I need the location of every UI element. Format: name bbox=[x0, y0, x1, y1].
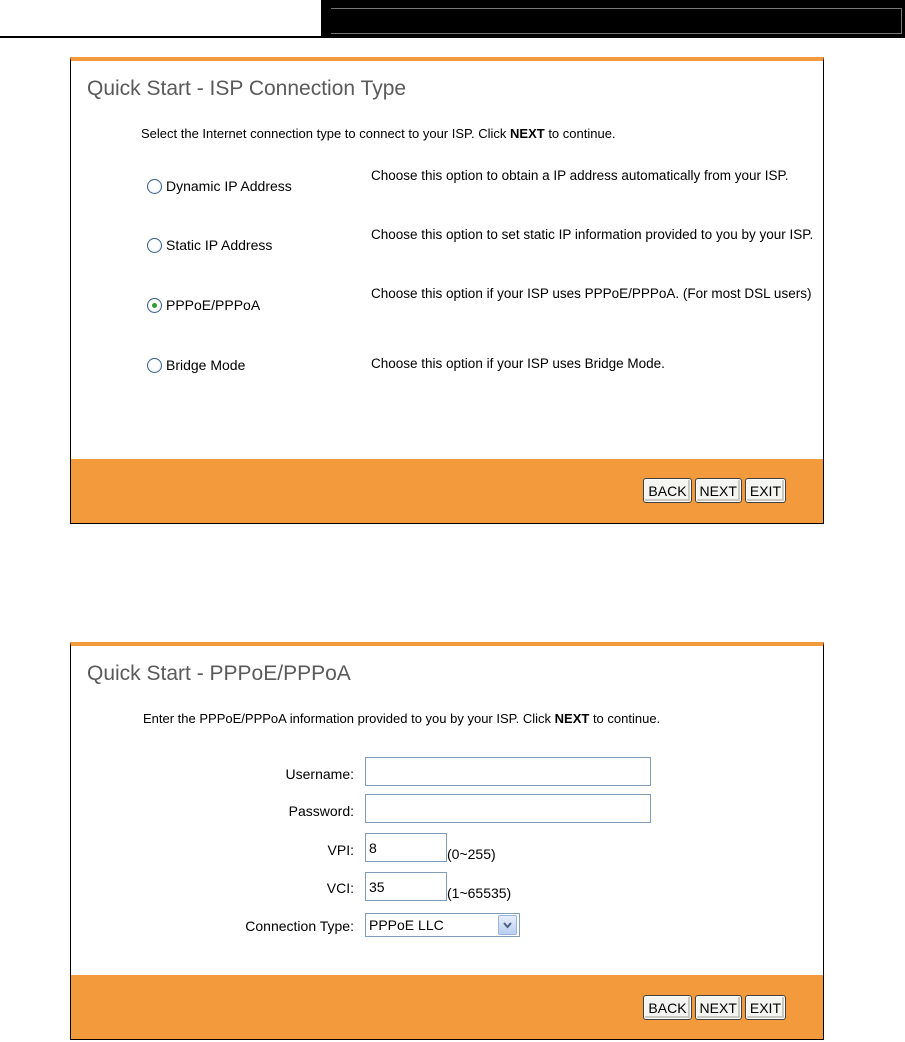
header-bar-inner bbox=[331, 8, 902, 34]
vci-range-hint: (1~65535) bbox=[447, 885, 512, 901]
exit-button[interactable]: EXIT bbox=[745, 478, 786, 503]
connection-type-select[interactable] bbox=[365, 913, 520, 937]
option-label: Static IP Address bbox=[166, 237, 273, 253]
instructions: Enter the PPPoE/PPPoA information provided to you by your ISP. Click NEXT to continue. bbox=[143, 711, 661, 726]
option-static-ip[interactable] bbox=[147, 237, 272, 253]
option-label: PPPoE/PPPoA bbox=[166, 297, 261, 313]
exit-button[interactable]: EXIT bbox=[745, 995, 786, 1020]
back-button[interactable]: BACK bbox=[643, 995, 691, 1020]
page-title: Quick Start - PPPoE/PPPoA bbox=[87, 662, 351, 685]
username-input[interactable] bbox=[365, 757, 651, 786]
isp-connection-type-panel bbox=[70, 57, 824, 524]
button-group bbox=[643, 995, 786, 1020]
radio-bridge-mode[interactable] bbox=[147, 358, 162, 373]
option-pppoe[interactable] bbox=[147, 297, 260, 313]
option-label: Dynamic IP Address bbox=[166, 178, 292, 194]
vpi-range-hint: (0~255) bbox=[447, 846, 496, 862]
instructions: Select the Internet connection type to connect to your ISP. Click NEXT to continue. bbox=[141, 126, 616, 141]
option-label: Bridge Mode bbox=[166, 357, 246, 373]
vpi-label: VPI: bbox=[327, 842, 354, 858]
next-button[interactable]: NEXT bbox=[695, 995, 742, 1020]
password-label: Password: bbox=[288, 803, 354, 819]
connection-type-label: Connection Type: bbox=[245, 918, 354, 934]
password-input[interactable] bbox=[365, 794, 651, 823]
radio-dynamic-ip[interactable] bbox=[147, 179, 162, 194]
username-label: Username: bbox=[285, 766, 354, 782]
page-title: Quick Start - ISP Connection Type bbox=[87, 77, 407, 100]
back-button[interactable]: BACK bbox=[643, 478, 691, 503]
next-button[interactable]: NEXT bbox=[695, 478, 742, 503]
option-description: Choose this option if your ISP uses Bridge Mode. bbox=[371, 356, 665, 371]
connection-type-value: PPPoE LLC bbox=[369, 917, 444, 933]
radio-pppoe[interactable] bbox=[147, 298, 162, 313]
radio-static-ip[interactable] bbox=[147, 238, 162, 253]
option-description: Choose this option to set static IP information provided to you by your ISP. bbox=[371, 227, 814, 242]
vci-label: VCI: bbox=[326, 880, 354, 896]
option-dynamic-ip[interactable] bbox=[147, 178, 292, 194]
button-group bbox=[643, 478, 786, 503]
vpi-input[interactable] bbox=[365, 833, 447, 862]
vci-input[interactable] bbox=[365, 872, 447, 901]
option-description: Choose this option to obtain a IP address automatically from your ISP. bbox=[371, 168, 789, 183]
panel-footer bbox=[71, 975, 823, 1039]
chevron-down-icon[interactable] bbox=[498, 915, 517, 935]
option-bridge-mode[interactable] bbox=[147, 357, 245, 373]
option-description: Choose this option if your ISP uses PPPoE/PPPoA. (For most DSL users) bbox=[371, 286, 812, 301]
panel-footer bbox=[71, 459, 823, 523]
radio-selected-dot bbox=[152, 303, 157, 308]
pppoe-panel bbox=[70, 642, 824, 1040]
